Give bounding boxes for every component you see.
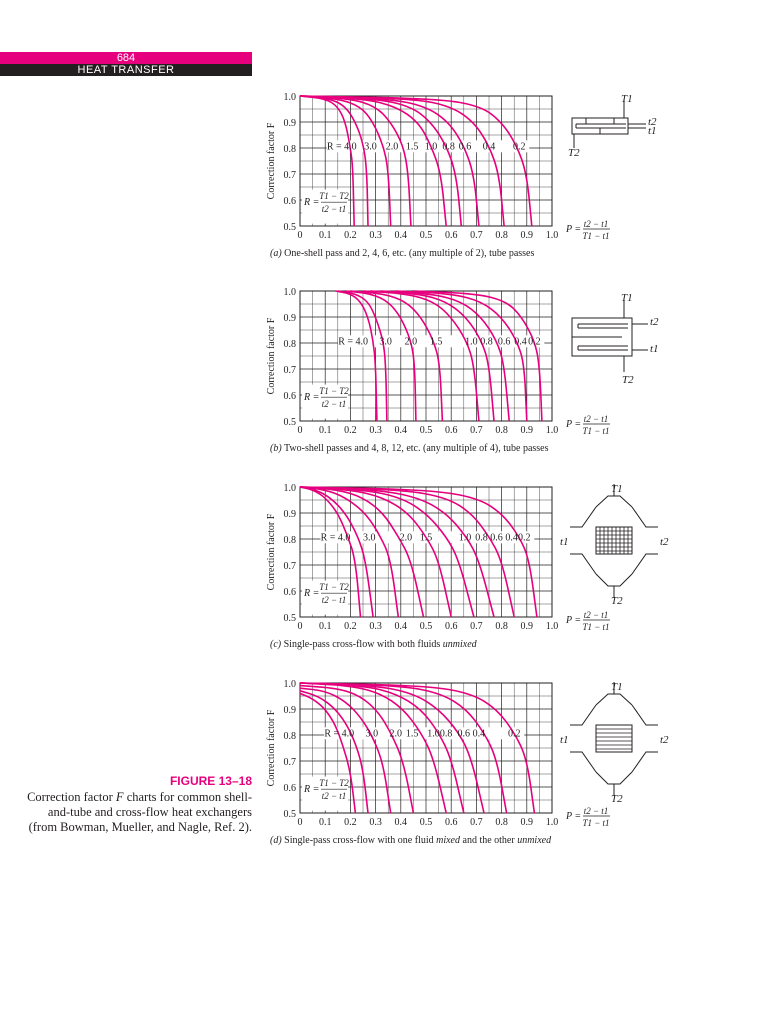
r-label-0.6: 0.6	[458, 141, 472, 153]
r-denominator: t2 − t1	[321, 595, 347, 606]
x-tick-label: 0.7	[470, 425, 483, 436]
x-tick-label: 0	[297, 230, 303, 241]
r-denominator: t2 − t1	[321, 791, 347, 802]
r-label-0.2: 0.2	[507, 728, 521, 740]
r-eq-label: R =	[304, 392, 320, 404]
x-tick-label: 0	[297, 425, 303, 436]
x-tick-label: 0.8	[495, 425, 508, 436]
y-tick-label: 0.9	[283, 509, 296, 520]
r-numerator: T1 − T2	[319, 386, 349, 397]
x-tick-label: 1.0	[545, 230, 559, 241]
caption-part-3: charts for common shell-and-tube and cross-flow heat exchangers (from Bowman, Mueller, and Nagle, Ref. 2).	[28, 790, 252, 834]
y-tick-label: 0.6	[283, 783, 296, 794]
r-label-0.8: 0.8	[475, 532, 488, 544]
r-label-4.0: R = 4.0	[338, 336, 369, 348]
chart-c	[258, 479, 610, 670]
caption-letter: (c)	[270, 639, 282, 650]
x-tick-label: 0.9	[520, 425, 534, 436]
schem-c-t1: t1	[560, 536, 569, 548]
p-numerator: t2 − t1	[583, 414, 609, 424]
schem-d-t1: t1	[560, 734, 569, 746]
y-axis-label: Correction factor F	[266, 709, 277, 787]
x-tick-label: 0.1	[318, 817, 332, 828]
r-label-1.5: 1.5	[419, 532, 433, 544]
p-numerator: t2 − t1	[583, 219, 609, 229]
p-denominator: T1 − t1	[582, 818, 610, 828]
caption-part-1: Correction factor	[27, 790, 116, 804]
chart-b	[258, 283, 610, 474]
section-title-bar	[0, 64, 252, 76]
y-tick-label: 0.9	[283, 313, 296, 324]
schem-a-T2: T2	[568, 147, 580, 159]
y-tick-label: 0.5	[283, 613, 296, 624]
r-label-0.6: 0.6	[457, 728, 471, 740]
x-tick-label: 0.3	[369, 425, 382, 436]
r-eq-label: R =	[304, 784, 320, 796]
y-tick-label: 1.0	[283, 92, 296, 103]
section-title: HEAT TRANSFER	[77, 64, 175, 76]
y-tick-label: 0.5	[283, 222, 296, 233]
x-tick-label: 0	[297, 621, 303, 632]
y-tick-label: 0.5	[283, 417, 296, 428]
page-number: 684	[116, 52, 136, 64]
page-number-bar	[0, 52, 252, 64]
r-denominator: t2 − t1	[321, 204, 347, 215]
y-tick-label: 0.6	[283, 391, 296, 402]
chart-caption	[270, 835, 552, 846]
caption-text: Two-shell passes and 4, 8, 12, etc. (any multiple of 4), tube passes	[281, 443, 549, 454]
x-tick-label: 0.9	[520, 817, 534, 828]
y-tick-label: 1.0	[283, 483, 296, 494]
x-tick-label: 0.3	[369, 817, 382, 828]
x-tick-label: 0.6	[444, 817, 458, 828]
r-label-2.0: 2.0	[389, 728, 403, 740]
schem-c-T1: T1	[611, 483, 623, 495]
x-tick-label: 0	[297, 817, 303, 828]
p-denominator: T1 − t1	[582, 426, 610, 436]
y-tick-label: 0.8	[283, 339, 296, 350]
schem-c-t2: t2	[660, 536, 669, 548]
x-tick-label: 0.4	[394, 425, 408, 436]
caption-letter: (b)	[270, 443, 282, 454]
p-denominator: T1 − t1	[582, 231, 610, 241]
r-label-0.6: 0.6	[490, 532, 503, 544]
schem-a-t2: t2	[648, 116, 657, 128]
r-label-1.0: 1.0	[427, 728, 440, 740]
x-tick-label: 0.5	[419, 425, 433, 436]
r-numerator: T1 − T2	[319, 191, 349, 202]
caption-text-2: and the other	[460, 835, 518, 846]
r-label-3.0: 3.0	[363, 532, 376, 544]
p-eq-label: P =	[566, 615, 582, 626]
x-tick-label: 0.2	[344, 621, 357, 632]
x-tick-label: 0.1	[318, 621, 332, 632]
r-eq-label: R =	[304, 197, 320, 209]
p-eq-label: P =	[566, 811, 582, 822]
caption-italic: unmixed	[442, 639, 477, 650]
r-numerator: T1 − T2	[319, 582, 349, 593]
chart-caption	[270, 639, 478, 650]
y-tick-label: 0.7	[283, 365, 296, 376]
caption-letter: (d)	[270, 835, 282, 846]
schem-c-T2: T2	[611, 595, 623, 607]
caption-text: Single-pass cross-flow with one fluid	[281, 835, 437, 846]
x-tick-label: 0.6	[444, 621, 458, 632]
caption-part-2: F	[115, 790, 124, 804]
x-tick-label: 0.5	[419, 230, 433, 241]
r-label-3.0: 3.0	[379, 336, 392, 348]
r-label-0.2: 0.2	[518, 532, 531, 544]
caption-italic: mixed	[436, 835, 460, 846]
y-tick-label: 0.6	[283, 196, 296, 207]
y-tick-label: 0.8	[283, 144, 296, 155]
x-tick-label: 0.8	[495, 817, 508, 828]
x-tick-label: 0.2	[344, 817, 357, 828]
r-label-1.0: 1.0	[458, 532, 472, 544]
r-eq-label: R =	[304, 588, 320, 600]
y-axis-label: Correction factor F	[266, 317, 277, 395]
y-tick-label: 1.0	[283, 679, 296, 690]
r-denominator: t2 − t1	[321, 399, 347, 410]
schem-a-T1: T1	[621, 93, 633, 105]
y-tick-label: 1.0	[283, 287, 296, 298]
r-label-0.8: 0.8	[480, 336, 493, 348]
x-tick-label: 1.0	[545, 621, 559, 632]
r-numerator: T1 − T2	[319, 778, 349, 789]
r-label-0.4: 0.4	[472, 728, 486, 740]
x-tick-label: 0.5	[419, 817, 433, 828]
x-tick-label: 0.1	[318, 425, 332, 436]
chart-d	[258, 675, 610, 866]
y-axis-label: Correction factor F	[266, 513, 277, 591]
chart-a	[258, 88, 610, 279]
r-label-1.0: 1.0	[424, 141, 438, 153]
y-tick-label: 0.7	[283, 561, 296, 572]
schem-b-t1: t1	[650, 343, 659, 355]
x-tick-label: 0.3	[369, 621, 382, 632]
r-label-0.4: 0.4	[482, 141, 496, 153]
y-tick-label: 0.7	[283, 170, 296, 181]
p-eq-label: P =	[566, 224, 582, 235]
r-label-1.5: 1.5	[429, 336, 443, 348]
chart-c-svg	[258, 479, 610, 665]
p-eq-label: P =	[566, 419, 582, 430]
x-tick-label: 1.0	[545, 817, 559, 828]
x-tick-label: 1.0	[545, 425, 559, 436]
r-label-3.0: 3.0	[364, 141, 377, 153]
figure-label: FIGURE 13–18	[169, 774, 252, 788]
x-tick-label: 0.6	[444, 425, 458, 436]
r-label-1.0: 1.0	[465, 336, 478, 348]
r-label-0.8: 0.8	[442, 141, 455, 153]
r-label-3.0: 3.0	[365, 728, 379, 740]
chart-caption	[270, 443, 549, 454]
y-tick-label: 0.5	[283, 809, 296, 820]
caption-letter: (a)	[270, 248, 282, 259]
schematic-cross-unmixed	[560, 482, 670, 607]
y-tick-label: 0.6	[283, 587, 296, 598]
r-label-4.0: R = 4.0	[324, 728, 355, 740]
y-tick-label: 0.7	[283, 757, 296, 768]
chart-caption	[270, 248, 535, 259]
r-label-2.0: 2.0	[399, 532, 413, 544]
chart-b-svg	[258, 283, 610, 469]
r-label-1.5: 1.5	[405, 141, 419, 153]
y-axis-label: Correction factor F	[266, 122, 277, 200]
schem-b-T2: T2	[622, 374, 634, 386]
schem-d-t2: t2	[660, 734, 669, 746]
x-tick-label: 0.4	[394, 817, 408, 828]
x-tick-label: 0.7	[470, 621, 483, 632]
x-tick-label: 0.7	[470, 817, 483, 828]
caption-text: One-shell pass and 2, 4, 6, etc. (any multiple of 2), tube passes	[281, 248, 535, 259]
x-tick-label: 0.4	[394, 621, 408, 632]
r-label-4.0: R = 4.0	[326, 141, 357, 153]
y-tick-label: 0.9	[283, 705, 296, 716]
r-label-1.5: 1.5	[405, 728, 419, 740]
y-tick-label: 0.8	[283, 535, 296, 546]
r-label-2.0: 2.0	[404, 336, 418, 348]
r-label-2.0: 2.0	[385, 141, 399, 153]
r-label-0.4: 0.4	[514, 336, 527, 348]
schem-b-T1: T1	[621, 292, 633, 304]
schem-a-t1: t1	[648, 125, 657, 137]
schematic-two-shell	[566, 290, 666, 390]
x-tick-label: 0.8	[495, 621, 508, 632]
x-tick-label: 0.9	[520, 230, 534, 241]
caption-italic-2: unmixed	[517, 835, 552, 846]
schematic-one-shell	[566, 92, 666, 162]
x-tick-label: 0.2	[344, 425, 357, 436]
r-label-0.8: 0.8	[439, 728, 453, 740]
x-tick-label: 0.8	[495, 230, 508, 241]
figure-caption	[20, 774, 252, 835]
r-label-0.2: 0.2	[512, 141, 526, 153]
p-numerator: t2 − t1	[583, 610, 609, 620]
x-tick-label: 0.3	[369, 230, 382, 241]
schem-b-t2: t2	[650, 316, 659, 328]
y-tick-label: 0.8	[283, 731, 296, 742]
r-label-4.0: R = 4.0	[320, 532, 351, 544]
caption-text: Single-pass cross-flow with both fluids	[281, 639, 443, 650]
chart-d-svg	[258, 675, 610, 861]
x-tick-label: 0.6	[444, 230, 458, 241]
r-label-0.2: 0.2	[528, 336, 541, 348]
schem-d-T2: T2	[611, 793, 623, 805]
r-label-0.6: 0.6	[497, 336, 511, 348]
schematic-cross-mixed	[560, 680, 670, 805]
schem-d-T1: T1	[611, 681, 623, 693]
x-tick-label: 0.7	[470, 230, 483, 241]
p-numerator: t2 − t1	[583, 806, 609, 816]
chart-a-svg	[258, 88, 610, 274]
x-tick-label: 0.9	[520, 621, 534, 632]
p-denominator: T1 − t1	[582, 622, 610, 632]
x-tick-label: 0.5	[419, 621, 433, 632]
x-tick-label: 0.4	[394, 230, 408, 241]
x-tick-label: 0.1	[318, 230, 332, 241]
y-tick-label: 0.9	[283, 118, 296, 129]
x-tick-label: 0.2	[344, 230, 357, 241]
r-label-0.4: 0.4	[505, 532, 518, 544]
